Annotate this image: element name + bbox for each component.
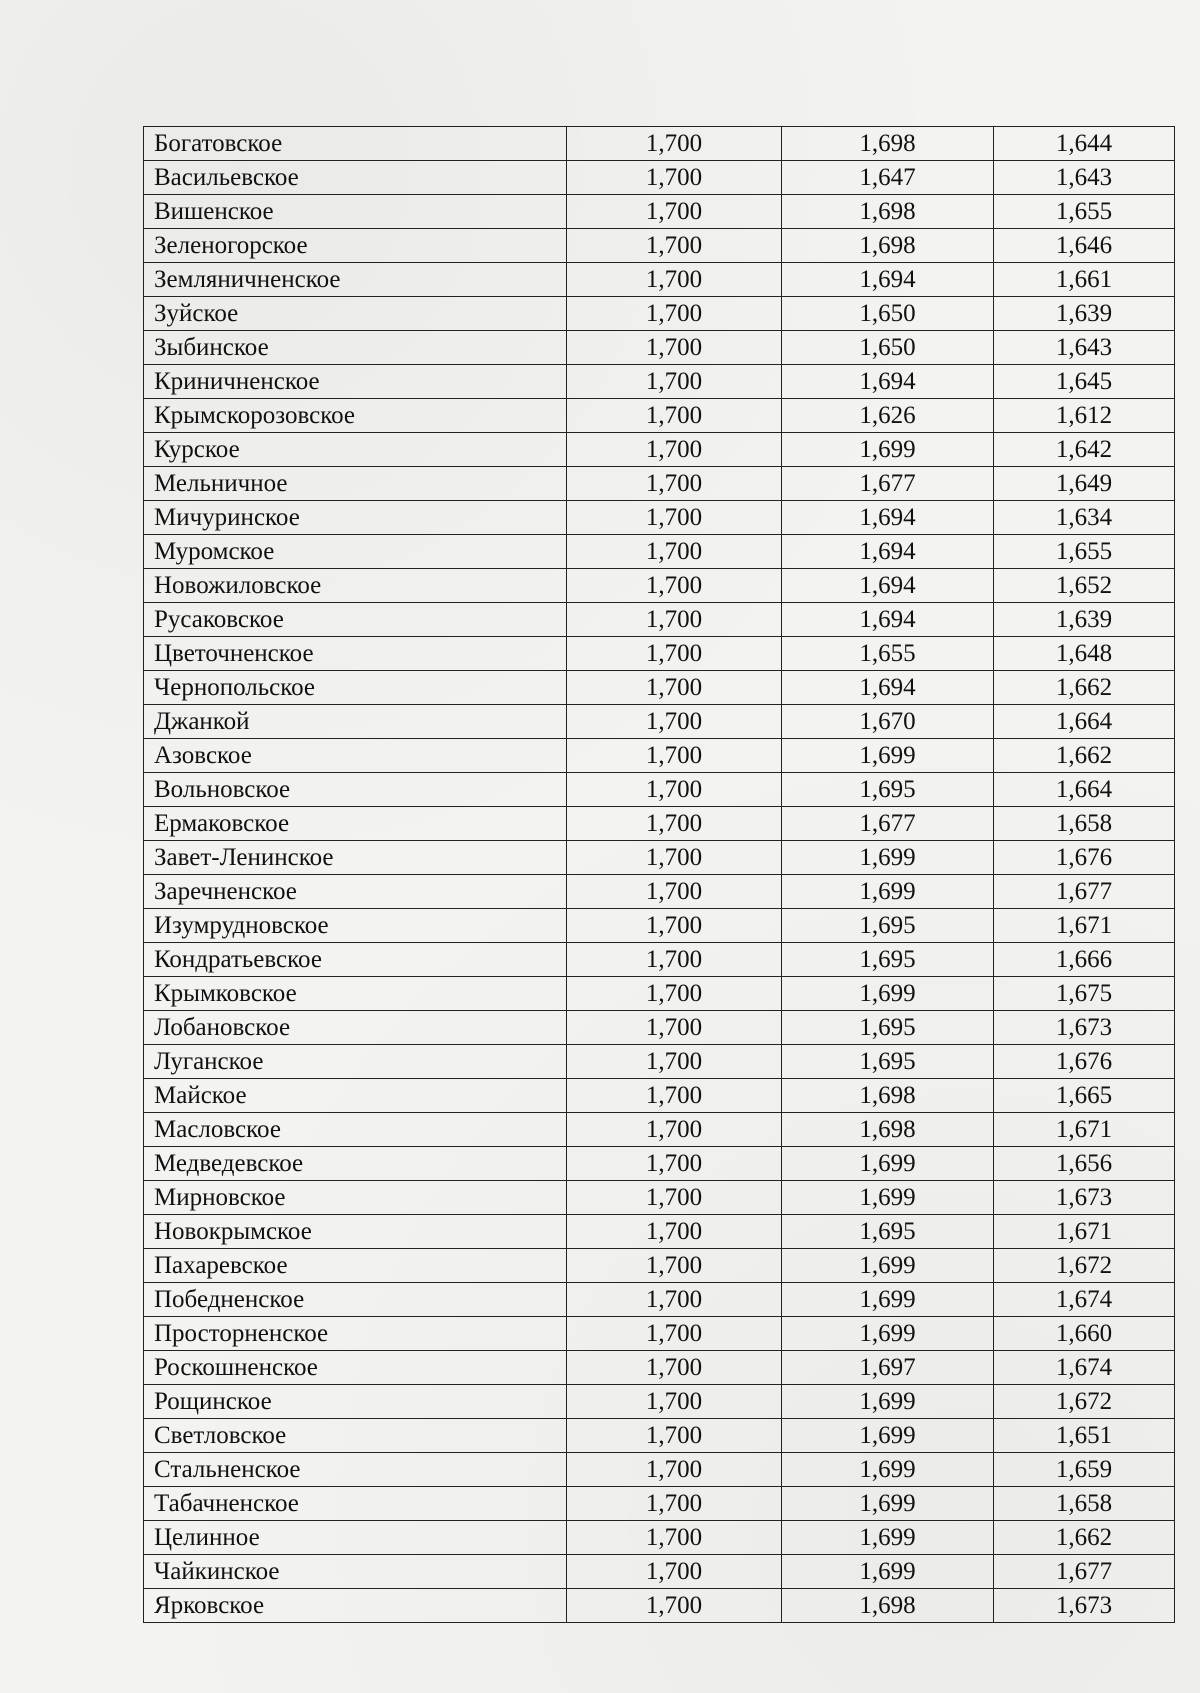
value-col-2-cell: 1,698 — [782, 1113, 994, 1147]
value-col-1-cell: 1,700 — [567, 1147, 782, 1181]
value-col-3-cell: 1,660 — [994, 1317, 1175, 1351]
table-row — [144, 1487, 1175, 1521]
value-col-3-cell: 1,652 — [994, 569, 1175, 603]
value-col-2-cell: 1,699 — [782, 1147, 994, 1181]
value-col-1-cell: 1,700 — [567, 637, 782, 671]
settlement-name-cell: Вольновское — [144, 773, 567, 807]
table-row — [144, 161, 1175, 195]
value-col-2-cell: 1,698 — [782, 1589, 994, 1623]
settlement-name-cell: Пахаревское — [144, 1249, 567, 1283]
table-row — [144, 365, 1175, 399]
table-row — [144, 875, 1175, 909]
settlement-name-cell: Завет-Ленинское — [144, 841, 567, 875]
value-col-1-cell: 1,700 — [567, 365, 782, 399]
value-col-1-cell: 1,700 — [567, 331, 782, 365]
value-col-2-cell: 1,694 — [782, 569, 994, 603]
value-col-3-cell: 1,655 — [994, 535, 1175, 569]
settlement-name-cell: Изумрудновское — [144, 909, 567, 943]
table-row — [144, 195, 1175, 229]
table-row — [144, 399, 1175, 433]
value-col-1-cell: 1,700 — [567, 1453, 782, 1487]
table-row — [144, 331, 1175, 365]
value-col-1-cell: 1,700 — [567, 1351, 782, 1385]
value-col-2-cell: 1,699 — [782, 875, 994, 909]
value-col-2-cell: 1,699 — [782, 977, 994, 1011]
value-col-2-cell: 1,650 — [782, 297, 994, 331]
value-col-2-cell: 1,699 — [782, 1317, 994, 1351]
value-col-2-cell: 1,699 — [782, 1181, 994, 1215]
value-col-2-cell: 1,697 — [782, 1351, 994, 1385]
settlement-name-cell: Крымскорозовское — [144, 399, 567, 433]
table-row — [144, 841, 1175, 875]
value-col-3-cell: 1,643 — [994, 331, 1175, 365]
value-col-2-cell: 1,694 — [782, 535, 994, 569]
value-col-1-cell: 1,700 — [567, 1045, 782, 1079]
value-col-2-cell: 1,699 — [782, 841, 994, 875]
settlement-name-cell: Медведевское — [144, 1147, 567, 1181]
value-col-2-cell: 1,695 — [782, 909, 994, 943]
value-col-3-cell: 1,658 — [994, 807, 1175, 841]
value-col-1-cell: 1,700 — [567, 229, 782, 263]
value-col-1-cell: 1,700 — [567, 195, 782, 229]
value-col-2-cell: 1,699 — [782, 1555, 994, 1589]
value-col-1-cell: 1,700 — [567, 1079, 782, 1113]
settlement-name-cell: Вишенское — [144, 195, 567, 229]
value-col-2-cell: 1,699 — [782, 1419, 994, 1453]
value-col-1-cell: 1,700 — [567, 1181, 782, 1215]
value-col-2-cell: 1,677 — [782, 467, 994, 501]
value-col-2-cell: 1,699 — [782, 1521, 994, 1555]
value-col-2-cell: 1,695 — [782, 943, 994, 977]
table-row — [144, 1249, 1175, 1283]
value-col-2-cell: 1,670 — [782, 705, 994, 739]
value-col-3-cell: 1,646 — [994, 229, 1175, 263]
value-col-3-cell: 1,664 — [994, 705, 1175, 739]
value-col-3-cell: 1,674 — [994, 1283, 1175, 1317]
table-row — [144, 1045, 1175, 1079]
value-col-1-cell: 1,700 — [567, 127, 782, 161]
value-col-1-cell: 1,700 — [567, 1419, 782, 1453]
value-col-2-cell: 1,694 — [782, 263, 994, 297]
value-col-3-cell: 1,664 — [994, 773, 1175, 807]
table-row — [144, 603, 1175, 637]
table-row — [144, 433, 1175, 467]
table-row — [144, 1147, 1175, 1181]
settlement-name-cell: Чайкинское — [144, 1555, 567, 1589]
value-col-1-cell: 1,700 — [567, 1011, 782, 1045]
value-col-1-cell: 1,700 — [567, 1589, 782, 1623]
settlement-name-cell: Ярковское — [144, 1589, 567, 1623]
settlement-name-cell: Ермаковское — [144, 807, 567, 841]
table-row — [144, 739, 1175, 773]
settlement-name-cell: Земляничненское — [144, 263, 567, 297]
value-col-1-cell: 1,700 — [567, 263, 782, 297]
table-row — [144, 1351, 1175, 1385]
table-row — [144, 229, 1175, 263]
value-col-1-cell: 1,700 — [567, 671, 782, 705]
value-col-3-cell: 1,676 — [994, 841, 1175, 875]
value-col-1-cell: 1,700 — [567, 1113, 782, 1147]
value-col-3-cell: 1,673 — [994, 1181, 1175, 1215]
value-col-2-cell: 1,698 — [782, 229, 994, 263]
value-col-3-cell: 1,673 — [994, 1589, 1175, 1623]
value-col-1-cell: 1,700 — [567, 1555, 782, 1589]
settlement-name-cell: Светловское — [144, 1419, 567, 1453]
table-row — [144, 1181, 1175, 1215]
value-col-1-cell: 1,700 — [567, 399, 782, 433]
settlement-name-cell: Табачненское — [144, 1487, 567, 1521]
table-row — [144, 1113, 1175, 1147]
value-col-1-cell: 1,700 — [567, 161, 782, 195]
value-col-2-cell: 1,695 — [782, 1215, 994, 1249]
value-col-1-cell: 1,700 — [567, 603, 782, 637]
settlement-name-cell: Целинное — [144, 1521, 567, 1555]
value-col-1-cell: 1,700 — [567, 1215, 782, 1249]
table-row — [144, 1215, 1175, 1249]
value-col-1-cell: 1,700 — [567, 875, 782, 909]
settlement-name-cell: Русаковское — [144, 603, 567, 637]
value-col-2-cell: 1,699 — [782, 1487, 994, 1521]
table-row — [144, 1521, 1175, 1555]
value-col-2-cell: 1,655 — [782, 637, 994, 671]
value-col-1-cell: 1,700 — [567, 1385, 782, 1419]
settlement-name-cell: Курское — [144, 433, 567, 467]
value-col-3-cell: 1,675 — [994, 977, 1175, 1011]
settlement-name-cell: Лобановское — [144, 1011, 567, 1045]
settlement-name-cell: Азовское — [144, 739, 567, 773]
settlement-name-cell: Майское — [144, 1079, 567, 1113]
value-col-1-cell: 1,700 — [567, 705, 782, 739]
value-col-2-cell: 1,677 — [782, 807, 994, 841]
value-col-1-cell: 1,700 — [567, 1317, 782, 1351]
value-col-1-cell: 1,700 — [567, 977, 782, 1011]
value-col-3-cell: 1,677 — [994, 1555, 1175, 1589]
value-col-2-cell: 1,699 — [782, 1249, 994, 1283]
settlement-name-cell: Луганское — [144, 1045, 567, 1079]
value-col-3-cell: 1,634 — [994, 501, 1175, 535]
value-col-1-cell: 1,700 — [567, 909, 782, 943]
value-col-3-cell: 1,672 — [994, 1249, 1175, 1283]
value-col-3-cell: 1,671 — [994, 909, 1175, 943]
settlement-name-cell: Победненское — [144, 1283, 567, 1317]
table-row — [144, 1419, 1175, 1453]
value-col-2-cell: 1,694 — [782, 603, 994, 637]
table-row — [144, 1589, 1175, 1623]
value-col-3-cell: 1,671 — [994, 1113, 1175, 1147]
value-col-3-cell: 1,655 — [994, 195, 1175, 229]
value-col-1-cell: 1,700 — [567, 943, 782, 977]
settlement-name-cell: Джанкой — [144, 705, 567, 739]
table-row — [144, 501, 1175, 535]
value-col-2-cell: 1,699 — [782, 1385, 994, 1419]
settlement-name-cell: Новокрымское — [144, 1215, 567, 1249]
value-col-2-cell: 1,694 — [782, 671, 994, 705]
value-col-1-cell: 1,700 — [567, 739, 782, 773]
table-row — [144, 943, 1175, 977]
settlement-name-cell: Рощинское — [144, 1385, 567, 1419]
value-col-3-cell: 1,639 — [994, 297, 1175, 331]
value-col-2-cell: 1,695 — [782, 1011, 994, 1045]
value-col-1-cell: 1,700 — [567, 297, 782, 331]
table-row — [144, 807, 1175, 841]
table-row — [144, 1555, 1175, 1589]
value-col-2-cell: 1,647 — [782, 161, 994, 195]
table-row — [144, 127, 1175, 161]
settlement-name-cell: Мичуринское — [144, 501, 567, 535]
value-col-2-cell: 1,699 — [782, 1453, 994, 1487]
value-col-1-cell: 1,700 — [567, 1487, 782, 1521]
value-col-2-cell: 1,699 — [782, 1283, 994, 1317]
settlement-name-cell: Новожиловское — [144, 569, 567, 603]
value-col-3-cell: 1,665 — [994, 1079, 1175, 1113]
value-col-3-cell: 1,671 — [994, 1215, 1175, 1249]
value-col-3-cell: 1,645 — [994, 365, 1175, 399]
value-col-3-cell: 1,662 — [994, 739, 1175, 773]
value-col-2-cell: 1,695 — [782, 773, 994, 807]
value-col-3-cell: 1,643 — [994, 161, 1175, 195]
table-row — [144, 1385, 1175, 1419]
value-col-3-cell: 1,639 — [994, 603, 1175, 637]
value-col-3-cell: 1,677 — [994, 875, 1175, 909]
settlement-name-cell: Роскошненское — [144, 1351, 567, 1385]
value-col-2-cell: 1,695 — [782, 1045, 994, 1079]
value-col-3-cell: 1,648 — [994, 637, 1175, 671]
table-row — [144, 569, 1175, 603]
value-col-3-cell: 1,644 — [994, 127, 1175, 161]
settlement-name-cell: Мельничное — [144, 467, 567, 501]
value-col-3-cell: 1,672 — [994, 1385, 1175, 1419]
value-col-1-cell: 1,700 — [567, 1521, 782, 1555]
value-col-2-cell: 1,699 — [782, 433, 994, 467]
settlement-name-cell: Богатовское — [144, 127, 567, 161]
settlement-name-cell: Чернопольское — [144, 671, 567, 705]
settlement-name-cell: Заречненское — [144, 875, 567, 909]
table-row — [144, 1283, 1175, 1317]
settlement-name-cell: Цветочненское — [144, 637, 567, 671]
value-col-1-cell: 1,700 — [567, 841, 782, 875]
settlement-name-cell: Просторненское — [144, 1317, 567, 1351]
value-col-3-cell: 1,649 — [994, 467, 1175, 501]
value-col-2-cell: 1,698 — [782, 195, 994, 229]
value-col-1-cell: 1,700 — [567, 773, 782, 807]
settlement-name-cell: Муромское — [144, 535, 567, 569]
value-col-2-cell: 1,650 — [782, 331, 994, 365]
table-row — [144, 1317, 1175, 1351]
value-col-3-cell: 1,612 — [994, 399, 1175, 433]
table-row — [144, 297, 1175, 331]
value-col-3-cell: 1,673 — [994, 1011, 1175, 1045]
value-col-3-cell: 1,656 — [994, 1147, 1175, 1181]
value-col-3-cell: 1,642 — [994, 433, 1175, 467]
value-col-3-cell: 1,659 — [994, 1453, 1175, 1487]
settlement-name-cell: Стальненское — [144, 1453, 567, 1487]
value-col-1-cell: 1,700 — [567, 569, 782, 603]
table-row — [144, 773, 1175, 807]
settlement-name-cell: Зуйское — [144, 297, 567, 331]
value-col-3-cell: 1,666 — [994, 943, 1175, 977]
table-row — [144, 909, 1175, 943]
table-row — [144, 1079, 1175, 1113]
value-col-1-cell: 1,700 — [567, 467, 782, 501]
value-col-3-cell: 1,662 — [994, 671, 1175, 705]
table-row — [144, 671, 1175, 705]
value-col-2-cell: 1,626 — [782, 399, 994, 433]
table-row — [144, 705, 1175, 739]
table-row — [144, 1453, 1175, 1487]
value-col-1-cell: 1,700 — [567, 433, 782, 467]
value-col-3-cell: 1,658 — [994, 1487, 1175, 1521]
settlement-name-cell: Мирновское — [144, 1181, 567, 1215]
value-col-3-cell: 1,651 — [994, 1419, 1175, 1453]
table-row — [144, 535, 1175, 569]
table-row — [144, 467, 1175, 501]
value-col-2-cell: 1,698 — [782, 127, 994, 161]
value-col-2-cell: 1,699 — [782, 739, 994, 773]
settlement-name-cell: Кондратьевское — [144, 943, 567, 977]
settlement-name-cell: Криничненское — [144, 365, 567, 399]
value-col-3-cell: 1,662 — [994, 1521, 1175, 1555]
table-body — [144, 127, 1175, 1623]
table-row — [144, 637, 1175, 671]
value-col-2-cell: 1,694 — [782, 365, 994, 399]
value-col-1-cell: 1,700 — [567, 501, 782, 535]
data-table — [143, 126, 1175, 1623]
settlement-name-cell: Крымковское — [144, 977, 567, 1011]
value-col-3-cell: 1,661 — [994, 263, 1175, 297]
settlement-name-cell: Масловское — [144, 1113, 567, 1147]
table-row — [144, 1011, 1175, 1045]
value-col-3-cell: 1,676 — [994, 1045, 1175, 1079]
table-row — [144, 263, 1175, 297]
value-col-1-cell: 1,700 — [567, 807, 782, 841]
value-col-1-cell: 1,700 — [567, 535, 782, 569]
table-row — [144, 977, 1175, 1011]
value-col-2-cell: 1,698 — [782, 1079, 994, 1113]
value-col-2-cell: 1,694 — [782, 501, 994, 535]
value-col-1-cell: 1,700 — [567, 1249, 782, 1283]
settlement-name-cell: Васильевское — [144, 161, 567, 195]
value-col-3-cell: 1,674 — [994, 1351, 1175, 1385]
settlement-name-cell: Зыбинское — [144, 331, 567, 365]
settlement-name-cell: Зеленогорское — [144, 229, 567, 263]
value-col-1-cell: 1,700 — [567, 1283, 782, 1317]
